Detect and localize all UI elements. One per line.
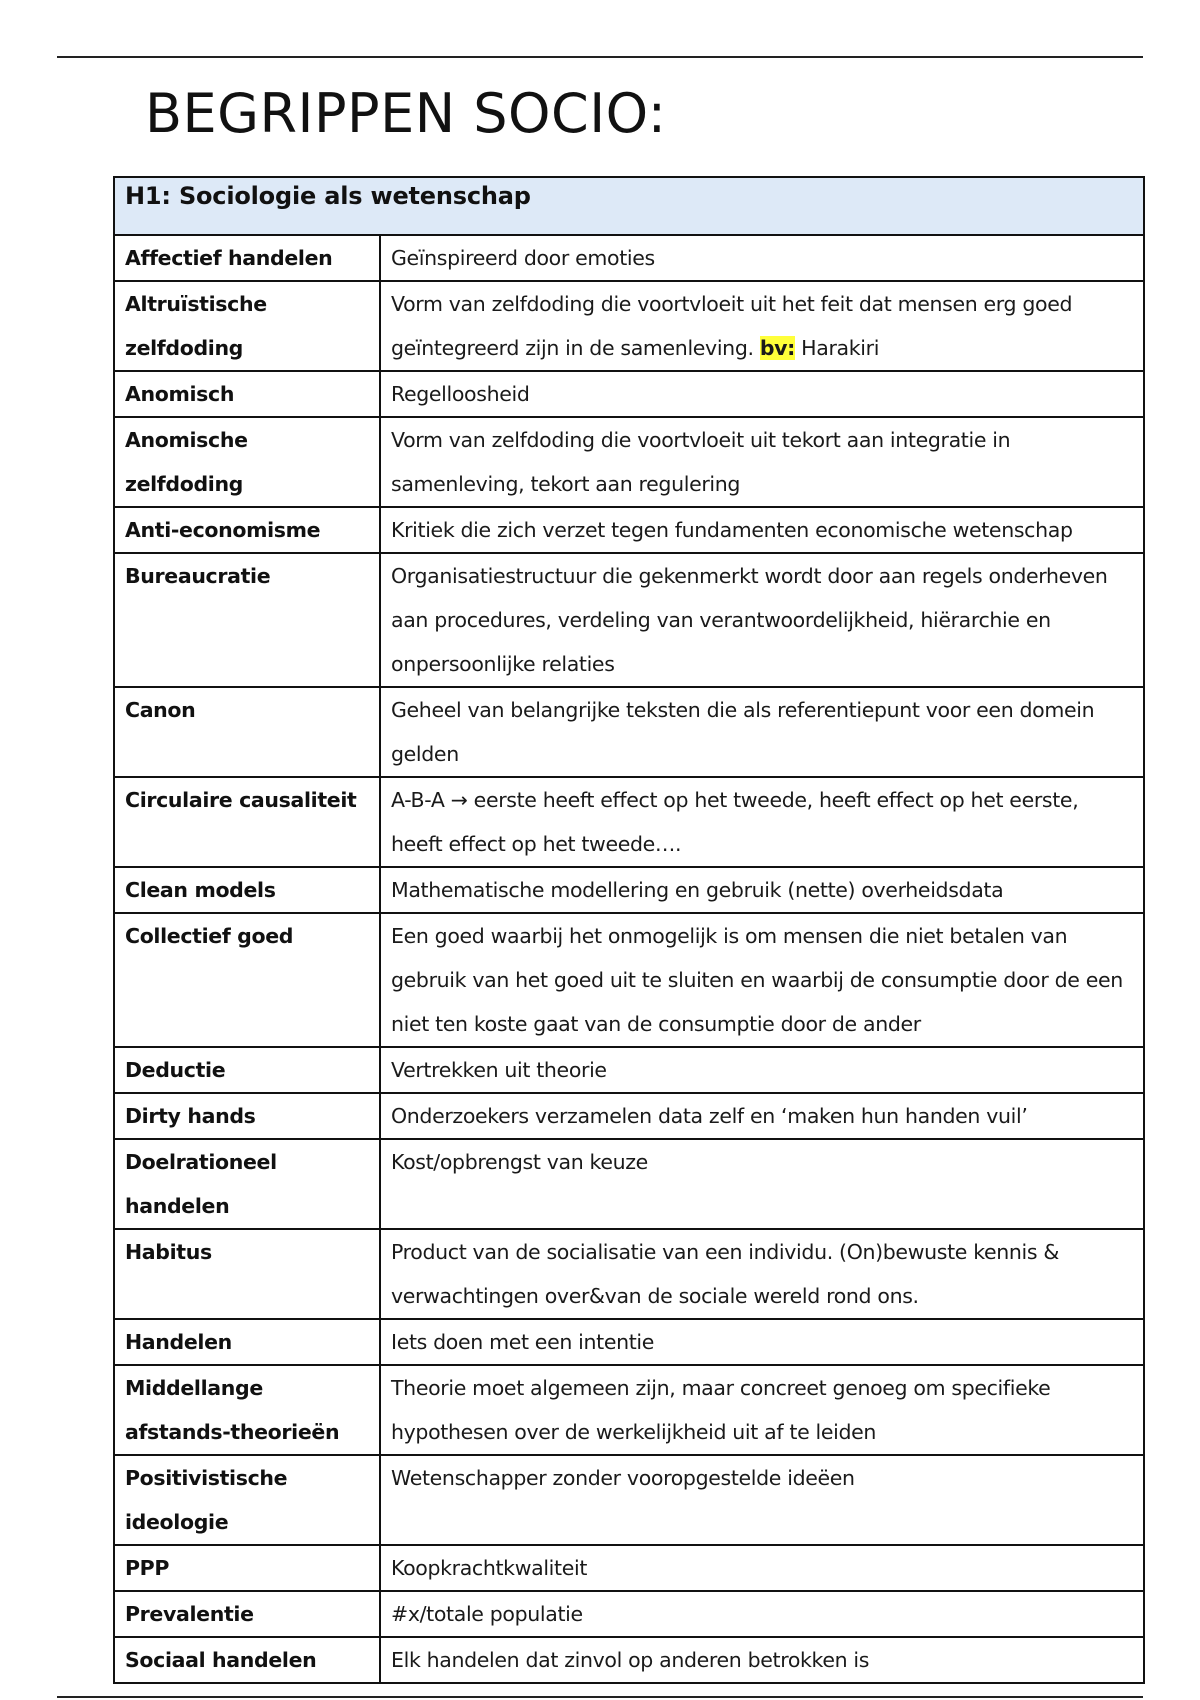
- definition-cell: [380, 777, 1144, 867]
- term-cell: Anti-economisme: [114, 507, 380, 553]
- term-cell: Deductie: [114, 1047, 380, 1093]
- table-row: [114, 867, 1144, 913]
- table-row: [114, 553, 1144, 687]
- term-cell: Altruïstische zelfdoding: [114, 281, 380, 371]
- term-cell: Bureaucratie: [114, 553, 380, 687]
- table-row: [114, 235, 1144, 281]
- definition-cell: [380, 1591, 1144, 1637]
- definition-text: Regelloosheid: [391, 382, 530, 406]
- table-row: [114, 1455, 1144, 1545]
- table-row: [114, 1319, 1144, 1365]
- definition-cell: [380, 1545, 1144, 1591]
- definition-cell: [380, 1047, 1144, 1093]
- table-row: [114, 687, 1144, 777]
- definition-cell: [380, 1455, 1144, 1545]
- term-cell: Habitus: [114, 1229, 380, 1319]
- table-row: [114, 507, 1144, 553]
- term-cell: Anomische zelfdoding: [114, 417, 380, 507]
- definition-cell: [380, 1229, 1144, 1319]
- term-cell: Sociaal handelen: [114, 1637, 380, 1683]
- table-row: [114, 1591, 1144, 1637]
- definition-text: A-B-A → eerste heeft effect op het tweede, heeft effect op het eerste, heeft effect op het tweede….: [391, 788, 1079, 856]
- term-cell: Positivistische ideologie: [114, 1455, 380, 1545]
- table-row: [114, 417, 1144, 507]
- term-cell: Prevalentie: [114, 1591, 380, 1637]
- example-text: Harakiri: [795, 336, 880, 360]
- definition-text: Kritiek die zich verzet tegen fundamenten economische wetenschap: [391, 518, 1073, 542]
- definition-text: Theorie moet algemeen zijn, maar concreet genoeg om specifieke hypothesen over de werkelijkheid uit af te leiden: [391, 1376, 1051, 1444]
- definition-text: Wetenschapper zonder vooropgestelde ideëen: [391, 1466, 855, 1490]
- term-cell: Canon: [114, 687, 380, 777]
- table-row: [114, 1365, 1144, 1455]
- definition-cell: [380, 281, 1144, 371]
- page-title: BEGRIPPEN SOCIO:: [145, 82, 667, 145]
- definition-cell: [380, 1637, 1144, 1683]
- definition-cell: [380, 507, 1144, 553]
- definition-text: Vorm van zelfdoding die voortvloeit uit tekort aan integratie in samenleving, tekort aan regulering: [391, 428, 1011, 496]
- term-cell: Handelen: [114, 1319, 380, 1365]
- definition-text: Product van de socialisatie van een individu. (On)bewuste kennis & verwachtingen over&van de sociale wereld rond ons.: [391, 1240, 1060, 1308]
- definition-cell: [380, 1093, 1144, 1139]
- table-row: [114, 1139, 1144, 1229]
- top-rule: [57, 56, 1143, 58]
- term-cell: Affectief handelen: [114, 235, 380, 281]
- term-cell: Circulaire causaliteit: [114, 777, 380, 867]
- definition-text: Kost/opbrengst van keuze: [391, 1150, 648, 1174]
- definition-text: #x/totale populatie: [391, 1602, 583, 1626]
- table-row: [114, 1229, 1144, 1319]
- table-row: [114, 281, 1144, 371]
- example-label-highlight: bv:: [759, 336, 796, 360]
- section-heading: H1: Sociologie als wetenschap: [114, 177, 1144, 235]
- definition-cell: [380, 235, 1144, 281]
- bottom-rule: [57, 1696, 1143, 1698]
- definition-text: Iets doen met een intentie: [391, 1330, 655, 1354]
- term-cell: PPP: [114, 1545, 380, 1591]
- definition-cell: [380, 867, 1144, 913]
- definition-cell: [380, 1365, 1144, 1455]
- table-row: [114, 371, 1144, 417]
- table-row: [114, 777, 1144, 867]
- term-cell: Anomisch: [114, 371, 380, 417]
- term-cell: Doelrationeel handelen: [114, 1139, 380, 1229]
- terms-table: [113, 176, 1145, 1684]
- table-row: [114, 1637, 1144, 1683]
- definition-text: Een goed waarbij het onmogelijk is om mensen die niet betalen van gebruik van het goed uit te sluiten en waarbij de consumptie door de een niet ten koste gaat van de consumptie door de ander: [391, 924, 1123, 1036]
- table-row: [114, 1545, 1144, 1591]
- definition-cell: [380, 1139, 1144, 1229]
- terms-body: [114, 235, 1144, 1683]
- term-cell: Dirty hands: [114, 1093, 380, 1139]
- definition-text: Geïnspireerd door emoties: [391, 246, 655, 270]
- definition-cell: [380, 553, 1144, 687]
- definition-cell: [380, 371, 1144, 417]
- term-cell: Middellange afstands-theorieën: [114, 1365, 380, 1455]
- definition-text: Onderzoekers verzamelen data zelf en ‘maken hun handen vuil’: [391, 1104, 1028, 1128]
- definition-text: Elk handelen dat zinvol op anderen betrokken is: [391, 1648, 870, 1672]
- definition-text: Vorm van zelfdoding die voortvloeit uit het feit dat mensen erg goed geïntegreerd zijn in de samenleving.: [391, 292, 1073, 360]
- table-row: [114, 1047, 1144, 1093]
- term-cell: Clean models: [114, 867, 380, 913]
- term-cell: Collectief goed: [114, 913, 380, 1047]
- definition-text: Geheel van belangrijke teksten die als referentiepunt voor een domein gelden: [391, 698, 1095, 766]
- table-row: [114, 913, 1144, 1047]
- definition-cell: [380, 687, 1144, 777]
- definition-text: Vertrekken uit theorie: [391, 1058, 607, 1082]
- definition-cell: [380, 913, 1144, 1047]
- definition-text: Organisatiestructuur die gekenmerkt wordt door aan regels onderheven aan procedures, verdeling van verantwoordelijkheid, hiërarchie en onpersoonlijke relaties: [391, 564, 1108, 676]
- definition-text: Mathematische modellering en gebruik (nette) overheidsdata: [391, 878, 1004, 902]
- section-header-row: [114, 177, 1144, 235]
- definition-cell: [380, 417, 1144, 507]
- definition-cell: [380, 1319, 1144, 1365]
- definition-text: Koopkrachtkwaliteit: [391, 1556, 588, 1580]
- table-row: [114, 1093, 1144, 1139]
